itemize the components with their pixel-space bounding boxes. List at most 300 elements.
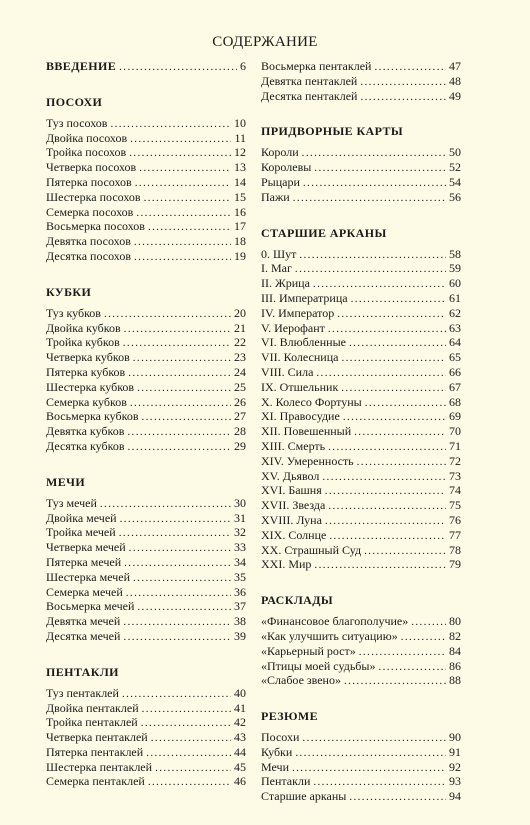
toc-entry[interactable] xyxy=(261,321,461,336)
page-number: 50 xyxy=(449,145,461,160)
toc-entry[interactable] xyxy=(46,496,246,511)
entry-title: Кубки xyxy=(261,744,293,759)
page-number: 62 xyxy=(449,305,461,320)
entry-title: Туз посохов xyxy=(46,115,108,130)
toc-entry[interactable] xyxy=(261,557,461,572)
dot-leader xyxy=(130,396,231,411)
entry-title: Посохи xyxy=(261,730,300,745)
page-number: 73 xyxy=(449,468,461,483)
entry-title: Пятерка пентаклей xyxy=(46,744,144,759)
toc-entry[interactable] xyxy=(46,730,246,745)
toc-section-кубки xyxy=(46,285,246,454)
toc-entry[interactable] xyxy=(261,629,461,644)
toc-entry[interactable] xyxy=(261,89,461,104)
page-number: 24 xyxy=(234,364,246,379)
page-number: 74 xyxy=(449,483,461,498)
entry-title: XIV. Умеренность xyxy=(261,453,354,468)
page-number: 86 xyxy=(449,658,461,673)
page-number: 91 xyxy=(449,744,461,759)
toc-entry[interactable] xyxy=(261,350,461,365)
dot-leader xyxy=(292,761,446,776)
toc-entry[interactable] xyxy=(46,175,246,190)
toc-entry[interactable] xyxy=(261,469,461,484)
dot-leader xyxy=(329,529,446,544)
toc-entry[interactable] xyxy=(261,160,461,175)
toc-entry[interactable] xyxy=(46,365,246,380)
toc-entry[interactable] xyxy=(261,659,461,674)
toc-entry[interactable] xyxy=(46,380,246,395)
page-number: 14 xyxy=(234,174,246,189)
dot-leader xyxy=(293,191,446,206)
page-number: 65 xyxy=(449,350,461,365)
page-number: 61 xyxy=(449,290,461,305)
page-number: 72 xyxy=(449,453,461,468)
page-number: 46 xyxy=(234,774,246,789)
page-number: 92 xyxy=(449,759,461,774)
entry-title: «Карьерный рост» xyxy=(261,643,356,658)
entry-title: Тройка мечей xyxy=(46,525,116,540)
toc-entry[interactable] xyxy=(261,59,461,74)
page-number: 93 xyxy=(449,774,461,789)
page-number: 41 xyxy=(234,700,246,715)
dot-leader xyxy=(127,425,231,440)
section-heading: МЕЧИ xyxy=(46,474,86,489)
section-heading: КУБКИ xyxy=(46,284,92,299)
toc-entry[interactable] xyxy=(261,454,461,469)
page-number: 20 xyxy=(234,305,246,320)
dot-leader xyxy=(119,526,231,541)
dot-leader xyxy=(401,630,446,645)
dot-leader xyxy=(378,660,446,675)
toc-section-старшие-арканы xyxy=(261,226,461,573)
toc-entry[interactable] xyxy=(46,335,246,350)
toc-entry[interactable] xyxy=(46,395,246,410)
dot-leader xyxy=(349,790,446,805)
page-number: 36 xyxy=(234,584,246,599)
dot-leader xyxy=(341,351,446,366)
toc-entry[interactable] xyxy=(261,730,461,745)
entry-title: Туз пентаклей xyxy=(46,685,119,700)
entry-title: XVIII. Луна xyxy=(261,512,322,527)
dot-leader xyxy=(365,396,446,411)
page-number: 22 xyxy=(234,335,246,350)
page-number: 33 xyxy=(234,540,246,555)
toc-entry[interactable] xyxy=(261,774,461,789)
entry-title: Девятка кубков xyxy=(46,424,125,439)
toc-entry[interactable] xyxy=(46,540,246,555)
dot-leader xyxy=(328,499,446,514)
toc-section-посохи xyxy=(46,95,246,264)
page-number: 6 xyxy=(240,59,246,73)
entry-title: Шестерка кубков xyxy=(46,379,135,394)
dot-leader xyxy=(151,731,231,746)
toc-entry[interactable] xyxy=(46,760,246,775)
dot-leader xyxy=(314,161,446,176)
toc-entry[interactable] xyxy=(46,145,246,160)
page-number: 71 xyxy=(449,438,461,453)
dot-leader xyxy=(100,497,231,512)
dot-leader xyxy=(134,250,231,265)
entry-title: Тройка пентаклей xyxy=(46,715,138,730)
entry-title: V. Иерофант xyxy=(261,320,325,335)
toc-section-пентакли xyxy=(46,665,246,790)
entry-title: XVI. Башня xyxy=(261,483,322,498)
entry-title: Десятка мечей xyxy=(46,628,121,643)
page-number: 79 xyxy=(449,557,461,572)
entry-title: XIII. Смерть xyxy=(261,438,326,453)
entry-title: XI. Правосудие xyxy=(261,409,340,424)
dot-leader xyxy=(302,146,446,161)
entry-title: VIII. Сила xyxy=(261,364,314,379)
toc-entry[interactable] xyxy=(46,59,246,74)
dot-leader xyxy=(302,731,446,746)
page-number: 77 xyxy=(449,527,461,542)
page-number: 40 xyxy=(234,685,246,700)
toc-entry[interactable] xyxy=(261,145,461,160)
entry-title: «Птицы моей судьбы» xyxy=(261,658,376,673)
section-heading: РЕЗЮМЕ xyxy=(261,709,319,724)
toc-entry[interactable] xyxy=(261,513,461,528)
dot-leader xyxy=(123,615,231,630)
page-number: 37 xyxy=(234,599,246,614)
page-number: 25 xyxy=(234,379,246,394)
entry-title: ВВЕДЕНИЕ xyxy=(46,59,117,73)
toc-entry[interactable] xyxy=(261,644,461,659)
toc-entry[interactable] xyxy=(261,424,461,439)
dot-leader xyxy=(322,470,446,485)
entry-title: VI. Влюбленные xyxy=(261,335,346,350)
page-number: 34 xyxy=(234,554,246,569)
entry-title: Туз мечей xyxy=(46,495,97,510)
entry-title: Двойка посохов xyxy=(46,130,128,145)
page-number: 31 xyxy=(234,510,246,525)
toc-section xyxy=(261,59,461,103)
toc-entry[interactable] xyxy=(46,424,246,439)
entry-title: II. Жрица xyxy=(261,276,310,291)
dot-leader xyxy=(328,322,446,337)
entry-title: «Финансовое благополучие» xyxy=(261,614,409,629)
page-number: 75 xyxy=(449,498,461,513)
entry-title: Девятка мечей xyxy=(46,614,121,629)
toc-entry[interactable] xyxy=(261,395,461,410)
page-number: 84 xyxy=(449,643,461,658)
dot-leader xyxy=(360,90,446,105)
page-number: 70 xyxy=(449,424,461,439)
dot-leader xyxy=(134,235,231,250)
dot-leader xyxy=(325,514,446,529)
page-number: 49 xyxy=(449,88,461,103)
dot-leader xyxy=(351,292,446,307)
page-number: 21 xyxy=(234,320,246,335)
toc-entry[interactable] xyxy=(261,498,461,513)
toc-entry[interactable] xyxy=(261,306,461,321)
page-number: 12 xyxy=(234,145,246,160)
toc-entry[interactable] xyxy=(261,74,461,89)
dot-leader xyxy=(104,307,231,322)
page-number: 64 xyxy=(449,335,461,350)
toc-entry[interactable] xyxy=(46,321,246,336)
dot-leader xyxy=(120,512,231,527)
dot-leader xyxy=(119,60,237,75)
toc-entry[interactable] xyxy=(46,555,246,570)
toc-right-column xyxy=(261,59,461,825)
toc-entry[interactable] xyxy=(261,760,461,775)
page-number: 17 xyxy=(234,219,246,234)
toc-entry[interactable] xyxy=(261,439,461,454)
entry-title: IV. Император xyxy=(261,305,335,320)
entry-title: Девятка пентаклей xyxy=(261,73,358,88)
page-number: 56 xyxy=(449,189,461,204)
page-number: 90 xyxy=(449,730,461,745)
entry-title: Пятерка посохов xyxy=(46,174,132,189)
page-number: 82 xyxy=(449,628,461,643)
entry-title: «Как улучшить ситуацию» xyxy=(261,628,398,643)
dot-leader xyxy=(328,440,446,455)
entry-title: Королевы xyxy=(261,160,312,175)
page-number: 54 xyxy=(449,174,461,189)
toc-entry[interactable] xyxy=(46,585,246,600)
dot-leader xyxy=(124,322,231,337)
page-number: 44 xyxy=(234,744,246,759)
dot-leader xyxy=(130,132,231,147)
entry-title: Двойка пентаклей xyxy=(46,700,139,715)
entry-title: III. Императрица xyxy=(261,290,348,305)
toc-entry[interactable] xyxy=(46,701,246,716)
dot-leader xyxy=(349,336,446,351)
toc-entry[interactable] xyxy=(46,306,246,321)
toc-entry[interactable] xyxy=(261,380,461,395)
entry-title: Восьмерка посохов xyxy=(46,219,145,234)
dot-leader xyxy=(124,556,231,571)
toc-entry[interactable] xyxy=(261,247,461,262)
entry-title: Четверка мечей xyxy=(46,540,126,555)
page-number: 47 xyxy=(449,59,461,73)
section-heading: РАСКЛАДЫ xyxy=(261,593,334,608)
toc-entry[interactable] xyxy=(46,511,246,526)
page-number: 23 xyxy=(234,350,246,365)
dot-leader xyxy=(129,541,231,556)
page-number: 32 xyxy=(234,525,246,540)
entry-title: I. Маг xyxy=(261,261,292,276)
page-number: 80 xyxy=(449,614,461,629)
toc-section xyxy=(46,59,246,74)
entry-title: Десятка пентаклей xyxy=(261,88,358,103)
dot-leader xyxy=(148,775,231,790)
toc-entry[interactable] xyxy=(261,673,461,688)
toc-entry[interactable] xyxy=(261,291,461,306)
entry-title: Десятка посохов xyxy=(46,248,131,263)
toc-entry[interactable] xyxy=(261,261,461,276)
entry-title: Тройка посохов xyxy=(46,145,127,160)
page-number: 59 xyxy=(449,261,461,276)
page-number: 39 xyxy=(234,628,246,643)
page-number: 27 xyxy=(234,409,246,424)
page-number: 16 xyxy=(234,204,246,219)
entry-title: Пажи xyxy=(261,189,290,204)
toc-entry[interactable] xyxy=(46,219,246,234)
toc-entry[interactable] xyxy=(46,116,246,131)
entry-title: Семерка пентаклей xyxy=(46,774,145,789)
toc-entry[interactable] xyxy=(261,335,461,350)
entry-title: Короли xyxy=(261,145,299,160)
page-number: 19 xyxy=(234,248,246,263)
toc-entry[interactable] xyxy=(261,365,461,380)
toc-entry[interactable] xyxy=(46,190,246,205)
section-heading: ПРИДВОРНЫЕ КАРТЫ xyxy=(261,124,404,139)
toc-section-придворные-карты xyxy=(261,124,461,204)
entry-title: Старшие арканы xyxy=(261,789,347,804)
page-number: 10 xyxy=(234,115,246,130)
dot-leader xyxy=(137,381,231,396)
page-number: 29 xyxy=(234,438,246,453)
toc-entry[interactable] xyxy=(261,175,461,190)
dot-leader xyxy=(295,262,446,277)
page-number: 30 xyxy=(234,495,246,510)
toc-left-column xyxy=(46,59,246,810)
dot-leader xyxy=(135,176,231,191)
toc-section-расклады xyxy=(261,593,461,688)
entry-title: Шестерка пентаклей xyxy=(46,759,153,774)
page-number: 26 xyxy=(234,394,246,409)
page-number: 42 xyxy=(234,715,246,730)
dot-leader xyxy=(316,366,446,381)
entry-title: Восьмерка мечей xyxy=(46,599,135,614)
page-number: 66 xyxy=(449,364,461,379)
dot-leader xyxy=(411,615,446,630)
page-number: 28 xyxy=(234,424,246,439)
toc-entry[interactable] xyxy=(46,205,246,220)
dot-leader xyxy=(357,455,446,470)
dot-leader xyxy=(129,146,231,161)
dot-leader xyxy=(110,117,231,132)
toc-entry[interactable] xyxy=(46,409,246,424)
toc-entry[interactable] xyxy=(46,525,246,540)
page-number: 35 xyxy=(234,569,246,584)
toc-entry[interactable] xyxy=(46,439,246,454)
dot-leader xyxy=(295,746,446,761)
toc-entry[interactable] xyxy=(261,614,461,629)
toc-entry[interactable] xyxy=(46,686,246,701)
toc-entry[interactable] xyxy=(46,715,246,730)
dot-leader xyxy=(123,336,231,351)
toc-entry[interactable] xyxy=(46,570,246,585)
dot-leader xyxy=(344,674,446,689)
entry-title: Пятерка кубков xyxy=(46,364,126,379)
dot-leader xyxy=(155,761,231,776)
entry-title: Рыцари xyxy=(261,174,300,189)
dot-leader xyxy=(142,410,232,425)
entry-title: XVII. Звезда xyxy=(261,498,326,513)
dot-leader xyxy=(325,484,446,499)
dot-leader xyxy=(337,307,446,322)
entry-title: 0. Шут xyxy=(261,246,297,261)
entry-title: XIX. Солнце xyxy=(261,527,327,542)
toc-entry[interactable] xyxy=(46,774,246,789)
dot-leader xyxy=(142,702,231,717)
entry-title: VII. Колесница xyxy=(261,350,339,365)
toc-entry[interactable] xyxy=(46,745,246,760)
toc-entry[interactable] xyxy=(261,528,461,543)
dot-leader xyxy=(123,630,231,645)
toc-entry[interactable] xyxy=(261,483,461,498)
toc-entry[interactable] xyxy=(46,599,246,614)
page-number: 48 xyxy=(449,73,461,88)
toc-entry[interactable] xyxy=(46,629,246,644)
entry-title: Шестерка мечей xyxy=(46,569,131,584)
toc-entry[interactable] xyxy=(261,190,461,205)
toc-entry[interactable] xyxy=(261,745,461,760)
entry-title: X. Колесо Фортуны xyxy=(261,394,362,409)
dot-leader xyxy=(126,586,231,601)
dot-leader xyxy=(359,645,446,660)
entry-title: Четверка пентаклей xyxy=(46,730,148,745)
page-number: 67 xyxy=(449,379,461,394)
entry-title: Девятка посохов xyxy=(46,234,131,249)
dot-leader xyxy=(313,775,446,790)
entry-title: Двойка мечей xyxy=(46,510,117,525)
toc-entry[interactable] xyxy=(46,234,246,249)
dot-leader xyxy=(144,191,231,206)
page-number: 94 xyxy=(449,789,461,804)
entry-title: Четверка посохов xyxy=(46,160,137,175)
page-number: 63 xyxy=(449,320,461,335)
toc-entry[interactable] xyxy=(261,409,461,424)
toc-section-резюме xyxy=(261,709,461,804)
toc-entry[interactable] xyxy=(46,614,246,629)
toc-entry[interactable] xyxy=(261,543,461,558)
entry-title: XXI. Мир xyxy=(261,557,312,572)
entry-title: «Слабое звено» xyxy=(261,673,341,688)
dot-leader xyxy=(148,220,231,235)
entry-title: Пятерка мечей xyxy=(46,554,122,569)
entry-title: Семерка кубков xyxy=(46,394,127,409)
toc-entry[interactable] xyxy=(261,789,461,804)
page-number: 88 xyxy=(449,673,461,688)
dot-leader xyxy=(128,366,231,381)
dot-leader xyxy=(122,687,231,702)
page-title: СОДЕРЖАНИЕ xyxy=(212,34,318,50)
dot-leader xyxy=(299,248,446,263)
dot-leader xyxy=(313,277,446,292)
toc-section-мечи xyxy=(46,475,246,644)
entry-title: Семерка мечей xyxy=(46,584,123,599)
entry-title: Шестерка посохов xyxy=(46,189,141,204)
toc-entry[interactable] xyxy=(46,131,246,146)
page-number: 38 xyxy=(234,614,246,629)
entry-title: Двойка кубков xyxy=(46,320,121,335)
page-number: 45 xyxy=(234,759,246,774)
dot-leader xyxy=(146,746,231,761)
dot-leader xyxy=(136,206,231,221)
toc-entry[interactable] xyxy=(46,249,246,264)
toc-entry[interactable] xyxy=(46,350,246,365)
toc-entry[interactable] xyxy=(46,160,246,175)
dot-leader xyxy=(354,425,446,440)
toc-entry[interactable] xyxy=(261,276,461,291)
section-heading: ПЕНТАКЛИ xyxy=(46,664,119,679)
page-number: 13 xyxy=(234,160,246,175)
entry-title: XX. Страшный Суд xyxy=(261,542,362,557)
page-number: 15 xyxy=(234,189,246,204)
dot-leader xyxy=(137,600,231,615)
dot-leader xyxy=(374,60,446,75)
entry-title: Тройка кубков xyxy=(46,335,120,350)
dot-leader xyxy=(341,381,446,396)
entry-title: Пентакли xyxy=(261,774,311,789)
entry-title: Четверка кубков xyxy=(46,350,130,365)
section-heading: ПОСОХИ xyxy=(46,94,103,109)
dot-leader xyxy=(364,544,446,559)
